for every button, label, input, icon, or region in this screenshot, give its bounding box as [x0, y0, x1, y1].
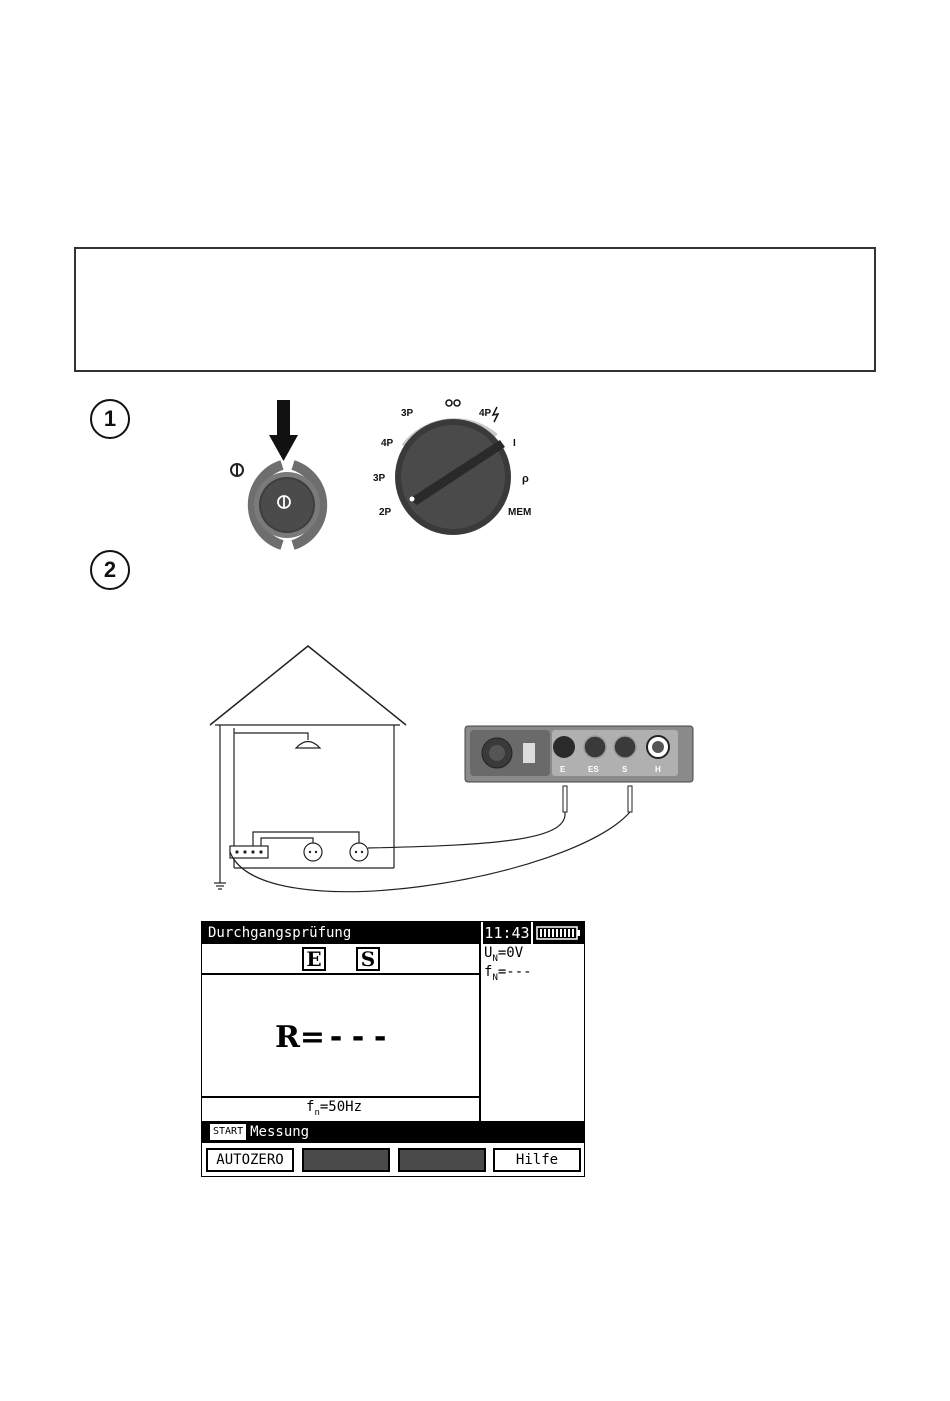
- switch-label-rho: ρ: [522, 473, 529, 485]
- battery-icon: [533, 922, 584, 944]
- meter-socket-panel: [465, 726, 693, 782]
- start-hint-bar: [202, 1121, 584, 1143]
- rotary-switch: [365, 395, 540, 540]
- press-arrow-icon: [269, 400, 298, 461]
- nominal-frequency-readout: $f_N=---$: [484, 964, 532, 983]
- switch-label-4p-right: 4P: [479, 408, 492, 419]
- outlet-icon: [350, 843, 368, 861]
- switch-label-i: I: [513, 438, 516, 449]
- wiring-diagram: [200, 640, 700, 900]
- softkey-3[interactable]: [398, 1148, 486, 1172]
- switch-label-3p-top: 3P: [401, 408, 414, 419]
- clamp-socket-icon: [523, 743, 535, 763]
- socket-label-e: E: [560, 765, 566, 774]
- lcd-divider: [202, 1096, 479, 1098]
- start-hint-text: Messung: [250, 1124, 310, 1140]
- clamp-icon: [446, 400, 460, 406]
- step-1-badge: 1: [90, 399, 130, 439]
- start-key-badge: START: [210, 1124, 246, 1140]
- switch-label-3p-left: 3P: [373, 473, 386, 484]
- instruction-frame: [74, 247, 876, 372]
- power-icon: [231, 464, 243, 476]
- lcd-screen: [201, 921, 585, 1177]
- switch-label-2p: 2P: [379, 507, 392, 518]
- lightning-icon: [493, 407, 498, 422]
- nominal-voltage-readout: $U_N=0V$: [484, 945, 524, 964]
- switch-label-mem: MEM: [508, 507, 532, 518]
- switch-label-4p-left: 4P: [381, 438, 394, 449]
- ground-icon: [214, 880, 226, 889]
- probe-e-indicator: E: [302, 947, 326, 971]
- autozero-button[interactable]: AUTOZERO: [206, 1148, 294, 1172]
- socket-label-es: ES: [588, 765, 599, 774]
- socket-label-s: S: [622, 765, 628, 774]
- step-2-badge: 2: [90, 550, 130, 590]
- probe-s-indicator: S: [356, 947, 380, 971]
- outlet-icon: [304, 843, 322, 861]
- result-label: R=: [275, 1020, 326, 1055]
- lcd-divider: [479, 944, 481, 1121]
- softkey-2[interactable]: [302, 1148, 390, 1172]
- help-button[interactable]: Hilfe: [493, 1148, 581, 1172]
- measurement-frequency: $f_n=50Hz$: [306, 1099, 363, 1118]
- socket-label-h: H: [655, 765, 661, 774]
- lcd-divider: [202, 973, 479, 975]
- result-value: ---: [327, 1020, 394, 1055]
- lcd-title: Durchgangsprüfung: [202, 922, 481, 944]
- lcd-clock: 11:43: [481, 922, 533, 944]
- power-button-illustration: [225, 395, 335, 550]
- lamp-icon: [296, 742, 320, 749]
